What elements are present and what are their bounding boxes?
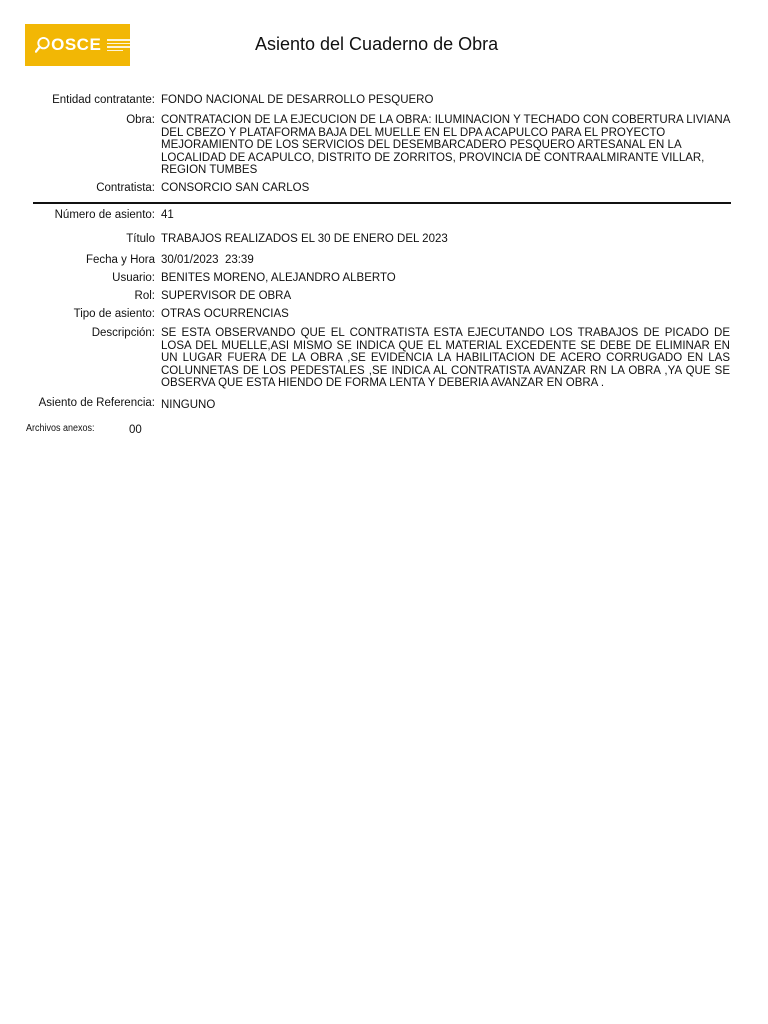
- obra-row: [0, 114, 730, 177]
- referencia-value: NINGUNO: [161, 399, 216, 411]
- archivos-value: 00: [129, 424, 142, 436]
- contratista-row: [0, 182, 730, 195]
- referencia-label: Asiento de Referencia:: [38, 397, 155, 409]
- section-divider: [33, 202, 731, 204]
- numero-value: 41: [161, 209, 174, 221]
- descripcion-label: Descripción:: [91, 327, 155, 339]
- referencia-row: [0, 397, 730, 412]
- entidad-row: [0, 94, 730, 107]
- descripcion-row: [0, 327, 730, 390]
- logo-text: OSCE: [51, 35, 102, 54]
- rol-value: SUPERVISOR DE OBRA: [161, 290, 292, 302]
- usuario-value: BENITES MORENO, ALEJANDRO ALBERTO: [161, 272, 396, 284]
- descripcion-value: SE ESTA OBSERVANDO QUE EL CONTRATISTA ESTA EJECUTANDO LOS TRABAJOS DE PICADO DE LOSA DEL MUELLE,ASI MISMO SE INDICA QUE EL MATERIAL EXCEDENTE SE DEBE DE ELIMINAR EN UN LUGAR FUERA DE LA OBRA ,SE EVIDENCIA LA HABILITACION DE ACERO CORRUGADO EN LAS COLUNNETAS DE LOS PEDESTALES ,SE INDICA AL CONTRATISTA AVANZAR RN LA OBRA ,YA QUE SE OBSERVA QUE ESTA HIENDO DE FORMA LENTA Y DEBERIA AVANZAR EN OBRA .: [161, 327, 730, 389]
- magnifier-icon: [35, 36, 50, 54]
- numero-label: Número de asiento:: [54, 209, 155, 221]
- rol-row: [0, 290, 730, 303]
- page-title: Asiento del Cuaderno de Obra: [255, 34, 499, 54]
- usuario-row: [0, 272, 730, 285]
- tipo-label: Tipo de asiento:: [73, 308, 155, 320]
- fecha-row: [0, 254, 730, 267]
- titulo-row: [0, 233, 730, 246]
- contratista-value: CONSORCIO SAN CARLOS: [161, 182, 310, 194]
- archivos-label: Archivos anexos:: [26, 423, 95, 434]
- titulo-value: TRABAJOS REALIZADOS EL 30 DE ENERO DEL 2023: [161, 233, 448, 245]
- fecha-label: Fecha y Hora: [85, 254, 155, 266]
- usuario-label: Usuario:: [112, 272, 155, 284]
- titulo-label: Título: [126, 233, 155, 245]
- entidad-label: Entidad contratante:: [52, 94, 155, 106]
- numero-row: [0, 209, 730, 222]
- tipo-row: [0, 308, 730, 321]
- obra-label: Obra:: [126, 114, 155, 126]
- osce-logo: [25, 24, 130, 66]
- fecha-value: 30/01/2023 23:39: [161, 254, 254, 266]
- entidad-value: FONDO NACIONAL DE DESARROLLO PESQUERO: [161, 94, 434, 106]
- rol-label: Rol:: [134, 290, 155, 302]
- tipo-value: OTRAS OCURRENCIAS: [161, 308, 289, 320]
- logo-tagline-lines: [107, 39, 130, 51]
- contratista-label: Contratista:: [96, 182, 155, 194]
- obra-value: CONTRATACION DE LA EJECUCION DE LA OBRA: ILUMINACION Y TECHADO CON COBERTURA LIVIANA DEL CBEZO Y PLATAFORMA BAJA DEL MUELLE EN EL DPA ACAPULCO PARA EL PROYECTO MEJORAMIENTO DE LOS SERVICIOS DEL DESEMBARCADERO PESQUERO ARTESANAL EN LA LOCALIDAD DE ACAPULCO, DISTRITO DE ZORRITOS, PROVINCIA DE CONTRAALMIRANTE VILLAR, REGION TUMBES: [161, 114, 730, 176]
